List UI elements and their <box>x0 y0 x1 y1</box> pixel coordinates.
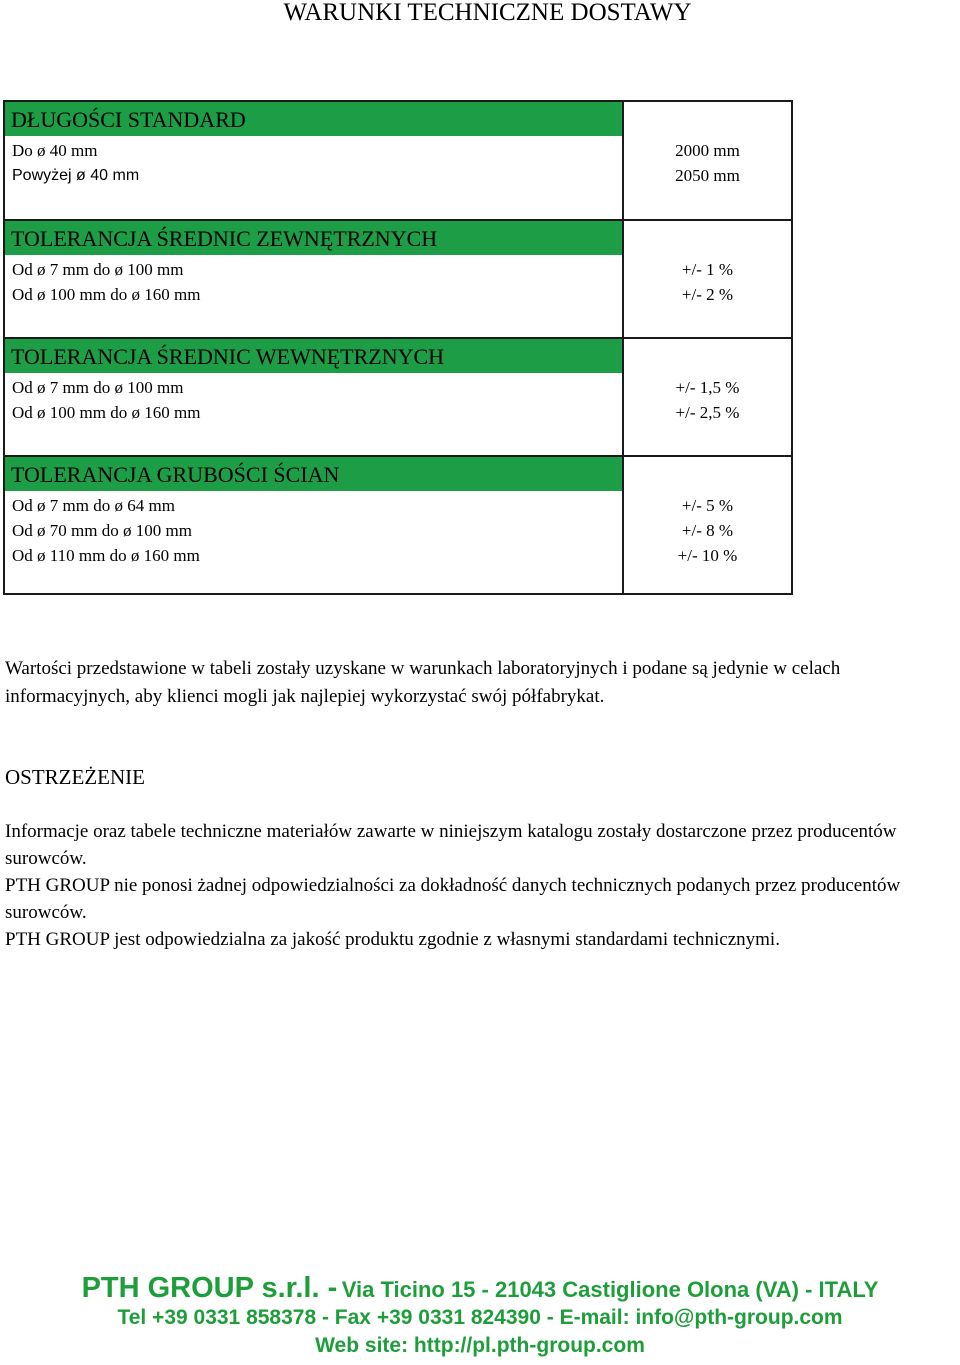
section-standard-lengths <box>4 101 792 220</box>
row-label: Od ø 100 mm do ø 160 mm <box>12 285 201 304</box>
row-label: Od ø 7 mm do ø 100 mm <box>12 378 184 397</box>
warning-paragraph: Informacje oraz tabele techniczne materiałów zawarte w niniejszym katalogu zostały dostarczone przez producentów surowców. <box>5 821 897 869</box>
row-value: 2000 mm <box>675 141 740 160</box>
footer-contact: Tel +39 0331 858378 - Fax +39 0331 824390 - E-mail: <box>117 1306 630 1329</box>
warning-paragraph: PTH GROUP nie ponosi żadnej odpowiedzialności za dokładność danych technicznych podanych przez producentów surowców. <box>5 875 901 923</box>
row-label: Od ø 110 mm do ø 160 mm <box>12 546 200 565</box>
footer-contact-line <box>0 1306 960 1330</box>
row-value: +/- 8 % <box>681 521 734 540</box>
row-label: Od ø 7 mm do ø 64 mm <box>12 496 175 515</box>
spec-table <box>3 100 793 595</box>
section-header: TOLERANCJA ŚREDNIC WEWNĘTRZNYCH <box>5 339 622 373</box>
row-value: +/- 2 % <box>681 285 734 304</box>
warning-title: OSTRZEŻENIE <box>5 765 145 789</box>
footer-web-line <box>0 1334 960 1358</box>
page-title: WARUNKI TECHNICZNE DOSTAWY <box>283 0 692 26</box>
row-value: +/- 2,5 % <box>675 403 740 422</box>
row-value: +/- 1,5 % <box>675 378 740 397</box>
row-label: Powyżej ø 40 mm <box>12 167 140 184</box>
footer-company: PTH GROUP s.r.l. - <box>81 1272 338 1304</box>
row-value: +/- 1 % <box>681 260 734 279</box>
section-header: DŁUGOŚCI STANDARD <box>5 102 622 136</box>
row-label: Od ø 70 mm do ø 100 mm <box>12 521 192 540</box>
section-header: TOLERANCJA GRUBOŚCI ŚCIAN <box>5 457 622 491</box>
footer-web-label: Web site: <box>315 1334 409 1357</box>
section-wall-thickness-tolerance <box>4 456 792 594</box>
row-value: 2050 mm <box>675 166 740 185</box>
section-outer-diameter-tolerance <box>4 220 792 338</box>
footer-email-link[interactable]: info@pth-group.com <box>635 1306 843 1329</box>
row-label: Od ø 7 mm do ø 100 mm <box>12 260 184 279</box>
footer-address: Via Ticino 15 - 21043 Castiglione Olona (VA) - ITALY <box>341 1277 879 1302</box>
section-inner-diameter-tolerance <box>4 338 792 456</box>
row-label: Od ø 100 mm do ø 160 mm <box>12 403 201 422</box>
footer-website-link[interactable]: http://pl.pth-group.com <box>413 1334 645 1357</box>
row-value: +/- 5 % <box>681 496 734 515</box>
warning-paragraph: PTH GROUP jest odpowiedzialna za jakość produktu zgodnie z własnymi standardami technicznymi. <box>5 929 780 950</box>
footer-address-line <box>0 1272 960 1305</box>
row-value: +/- 10 % <box>677 546 738 565</box>
lab-conditions-note: Wartości przedstawione w tabeli zostały uzyskane w warunkach laboratoryjnych i podane są jedynie w celach informacyjnych, aby klienci mogli jak najlepiej wykorzystać swój półfabrykat. <box>5 658 841 707</box>
section-header: TOLERANCJA ŚREDNIC ZEWNĘTRZNYCH <box>5 221 622 255</box>
row-label: Do ø 40 mm <box>12 141 98 160</box>
